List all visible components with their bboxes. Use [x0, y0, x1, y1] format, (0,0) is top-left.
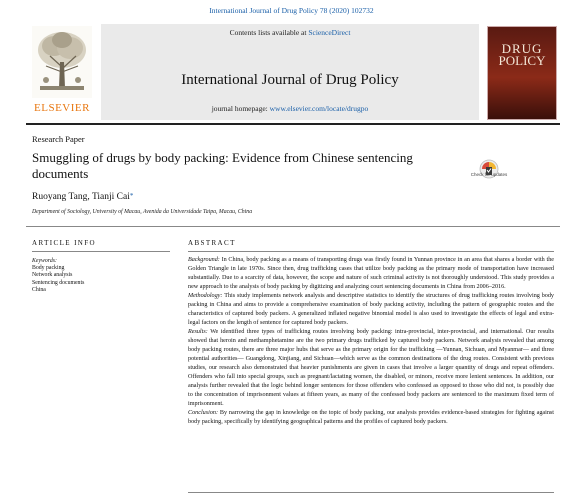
keyword-item: Network analysis: [32, 272, 73, 279]
author-affiliation: Department of Sociology, University of Macau, Avenida da Universidade Taipa, Macau, China: [32, 209, 253, 215]
methodology-label: Methodology:: [188, 293, 223, 299]
background-label: Background:: [188, 257, 220, 263]
abstract-heading: ABSTRACT: [188, 239, 236, 247]
abstract-rule: [188, 251, 554, 252]
keywords-label: Keywords:: [32, 258, 57, 264]
journal-masthead: [26, 24, 560, 120]
author-list: [32, 192, 133, 202]
author-names: Ruoyang Tang, Tianji Cai: [32, 192, 130, 202]
abstract-conclusion: [188, 409, 554, 427]
cover-title: [488, 43, 556, 67]
contents-line: [101, 28, 479, 37]
masthead-divider: [26, 123, 560, 125]
contents-prefix: Contents lists available at: [229, 28, 307, 37]
conclusion-label: Conclusion:: [188, 410, 219, 416]
abstract-background: [188, 256, 554, 292]
crossmark-icon[interactable]: [478, 152, 500, 186]
results-label: Results:: [188, 329, 208, 335]
cover-line-1: DRUG: [501, 41, 543, 56]
methodology-text: This study implements network analysis and descriptive statistics to identify the structures of drug trafficking routes involving body packing in China and aims to provide a comprehensive examination of body packing activity, including the pattern of geographic routes and the characteristics of captured body packers. A generalized inflated negative binomial model is also used to investigate the effects of legal and extra-legal factors on the length of sentence for captured body packers.: [188, 293, 554, 326]
elsevier-wordmark: ELSEVIER: [34, 102, 90, 114]
article-info-rule: [32, 251, 170, 252]
elsevier-tree-icon: [32, 26, 92, 98]
results-text: We identified three types of trafficking routes involving body packing: intra-provincial, inter-provincial, and international. Our results showed that heroin and methamphetamine are the two primary drugs trafficked by captured body packers. Network analysis revealed that among body packing routes, there are three major hubs that serve as the primary origin for the trafficking —Yunnan, Sichuan, and Myanmar— and three potential authorities— Guangdong, Xinjiang, and Sichuan—which serve as the common destinations of the drug routes. Consistent with previous studies, our research also demonstrated that heavier punishments are given in cases that involve a larger quantity of drugs and repeat offenders. Offenders who fall into special groups, such as pregnant/lactating women, the disabled, or minors, receive more lenient sentences. In addition, our analysis further revealed that the logic behind longer sentences for those offenders who confessed as opposed to those who did not, is possibly due to the concentration of imprisonment values at fifteen years, as many of the confessed body packers are sentenced to the maximum fixed term of imprisonment.: [188, 329, 554, 407]
journal-homepage-line: [101, 104, 479, 113]
abstract-results: [188, 328, 554, 409]
corresponding-author-marker[interactable]: *: [129, 192, 134, 200]
abstract-body: [188, 256, 554, 427]
journal-banner: [101, 24, 479, 120]
keyword-item: China: [32, 286, 46, 293]
abstract-methodology: [188, 292, 554, 328]
sciencedirect-link[interactable]: ScienceDirect: [308, 28, 351, 37]
background-text: In China, body packing as a means of transporting drugs was firstly found in Yunnan province in an area that shares a border with the Golden Triangle in late 1970s. Since then, drug trafficking cases that utilize body packing as the primary mode of transportation have increased substantially. Due to a scarcity of data, however, the scope and nature of such criminal activity is not thoroughly understood. This study provides a new approach to the analysis of body packing by digitizing and analyzing court sentencing documents in China from 2006–2016.: [188, 257, 554, 290]
check-for-updates-label[interactable]: Check for updates: [470, 172, 508, 177]
journal-cover-image[interactable]: [487, 26, 557, 120]
homepage-prefix: journal homepage:: [211, 104, 268, 113]
keyword-item: Sentencing documents: [32, 279, 85, 286]
article-info-heading: ARTICLE INFO: [32, 239, 97, 247]
journal-title: International Journal of Drug Policy: [181, 72, 399, 88]
journal-citation[interactable]: International Journal of Drug Policy 78 (2020) 102732: [209, 6, 374, 15]
elsevier-logo[interactable]: [26, 24, 98, 120]
journal-homepage-link[interactable]: www.elsevier.com/locate/drugpo: [269, 104, 369, 113]
article-type: Research Paper: [32, 134, 85, 144]
keywords-block: [32, 258, 84, 294]
header-divider: [26, 226, 560, 227]
keyword-item: Body packing: [32, 265, 65, 272]
cover-line-2: POLICY: [498, 53, 546, 68]
article-title: Smuggling of drugs by body packing: Evidence from Chinese sentencing documents: [32, 150, 413, 181]
abstract-bottom-rule: [188, 492, 554, 493]
conclusion-text: By narrowing the gap in knowledge on the topic of body packing, our analysis provides evidence-based strategies for fighting against body packing, specifically by identifying geographical patterns and the profiles of captured body packers.: [188, 410, 554, 425]
